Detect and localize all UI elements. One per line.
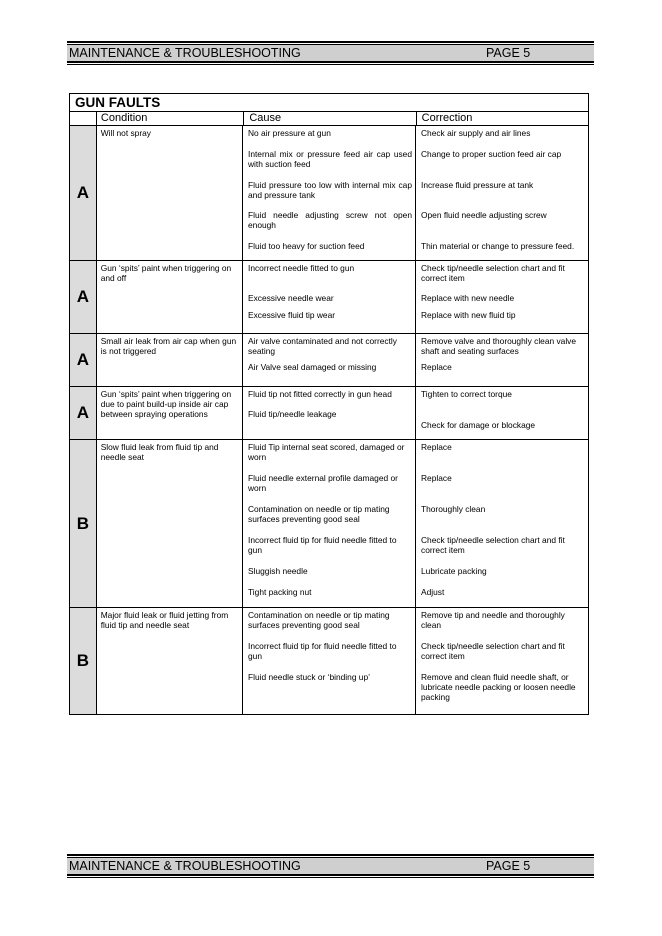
- fault-grade: A: [70, 387, 96, 439]
- fault-grade: A: [70, 126, 96, 260]
- fault-cause: Air Valve seal damaged or missing: [248, 362, 377, 372]
- fault-correction: Tighten to correct torque: [421, 389, 512, 399]
- gun-faults-table: [69, 93, 589, 715]
- fault-cause: Incorrect fluid tip for fluid needle fitted to gun: [248, 535, 397, 555]
- fault-correction: Increase fluid pressure at tank: [421, 180, 534, 190]
- fault-cause: Fluid needle stuck or ‘binding up’: [248, 672, 370, 682]
- fault-correction: Check tip/needle selection chart and fit correct item: [421, 263, 565, 283]
- fault-cause: Incorrect fluid tip for fluid needle fitted to gun: [248, 641, 397, 661]
- footer-title: MAINTENANCE & TROUBLESHOOTING: [69, 859, 301, 873]
- header-title: MAINTENANCE & TROUBLESHOOTING: [69, 46, 301, 60]
- fault-condition: Will not spray: [96, 126, 242, 260]
- fault-correction: Lubricate packing: [421, 566, 487, 576]
- grade-header-cell: [70, 112, 96, 125]
- fault-group: [69, 439, 589, 607]
- fault-correction: Replace with new fluid tip: [421, 310, 516, 320]
- fault-cause: Fluid Tip internal seat scored, damaged or worn: [248, 442, 405, 462]
- fault-grade: A: [70, 334, 96, 386]
- fault-condition: Small air leak from air cap when gun is not triggered: [96, 334, 242, 386]
- fault-correction: Check air supply and air lines: [421, 128, 531, 138]
- fault-correction: Replace: [421, 442, 452, 452]
- fault-correction: Thin material or change to pressure feed.: [421, 241, 575, 251]
- table-header-row: [69, 111, 589, 125]
- fault-correction: Check tip/needle selection chart and fit correct item: [421, 641, 565, 661]
- fault-cause: Fluid pressure too low with internal mix cap and pressure tank: [248, 180, 412, 200]
- fault-correction: Check for damage or blockage: [421, 420, 536, 430]
- fault-correction: Replace: [421, 473, 452, 483]
- fault-group: [69, 333, 589, 386]
- fault-cause: Internal mix or pressure feed air cap used with suction feed: [248, 149, 412, 169]
- condition-header: Condition: [96, 112, 243, 125]
- fault-correction: Thoroughly clean: [421, 504, 486, 514]
- table-title: GUN FAULTS: [69, 93, 589, 111]
- fault-correction: Remove valve and thoroughly clean valve shaft and seating surfaces: [421, 336, 577, 356]
- correction-header: Correction: [416, 112, 588, 125]
- fault-group: [69, 386, 589, 439]
- fault-cause: Fluid needle adjusting screw not open enough: [248, 210, 412, 230]
- fault-cause: Air valve contaminated and not correctly seating: [248, 336, 397, 356]
- page-header: [67, 41, 594, 65]
- fault-grade: B: [70, 440, 96, 607]
- fault-cause: Tight packing nut: [248, 587, 312, 597]
- fault-condition: Major fluid leak or fluid jetting from fluid tip and needle seat: [96, 608, 242, 714]
- footer-page-number: PAGE 5: [486, 859, 531, 873]
- fault-condition: Gun ‘spits’ paint when triggering on due to paint build-up inside air cap between spraying operations: [96, 387, 242, 439]
- fault-cause: Sluggish needle: [248, 566, 308, 576]
- fault-cause: Fluid too heavy for suction feed: [248, 241, 365, 251]
- fault-condition: Gun ‘spits’ paint when triggering on and off: [96, 261, 242, 333]
- fault-grade: B: [70, 608, 96, 714]
- fault-cause: Contamination on needle or tip mating surfaces preventing good seal: [248, 610, 390, 630]
- fault-correction: Change to proper suction feed air cap: [421, 149, 562, 159]
- fault-correction: Replace: [421, 362, 452, 372]
- fault-correction: Remove tip and needle and thoroughly clean: [421, 610, 565, 630]
- fault-cause: Contamination on needle or tip mating surfaces preventing good seal: [248, 504, 390, 524]
- fault-correction: Open fluid needle adjusting screw: [421, 210, 547, 220]
- fault-cause: Excessive needle wear: [248, 293, 334, 303]
- fault-cause: Fluid tip not fitted correctly in gun head: [248, 389, 392, 399]
- fault-correction: Adjust: [421, 587, 445, 597]
- fault-group: [69, 125, 589, 260]
- fault-cause: Excessive fluid tip wear: [248, 310, 336, 320]
- fault-condition: Slow fluid leak from fluid tip and needle seat: [96, 440, 242, 607]
- cause-header: Cause: [243, 112, 415, 125]
- fault-group: [69, 607, 589, 715]
- page-footer: [67, 854, 594, 878]
- fault-grade: A: [70, 261, 96, 333]
- header-page-number: PAGE 5: [486, 46, 531, 60]
- fault-group: [69, 260, 589, 333]
- fault-cause: No air pressure at gun: [248, 128, 331, 138]
- fault-cause: Incorrect needle fitted to gun: [248, 263, 355, 273]
- fault-correction: Remove and clean fluid needle shaft, or lubricate needle packing or loosen needle packing: [421, 672, 576, 702]
- fault-correction: Replace with new needle: [421, 293, 515, 303]
- fault-cause: Fluid tip/needle leakage: [248, 409, 337, 419]
- fault-correction: Check tip/needle selection chart and fit correct item: [421, 535, 565, 555]
- fault-cause: Fluid needle external profile damaged or worn: [248, 473, 398, 493]
